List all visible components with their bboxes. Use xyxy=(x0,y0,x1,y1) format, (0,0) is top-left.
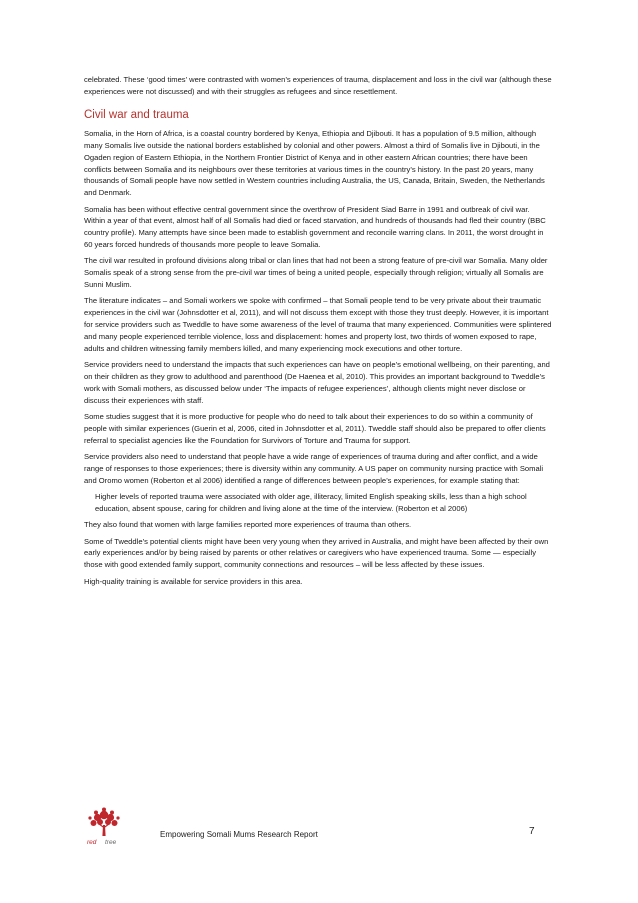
section-heading: Civil war and trauma xyxy=(84,108,189,121)
red-tree-logo-icon xyxy=(84,806,124,846)
page-footer xyxy=(0,806,638,856)
body-paragraph: Some of Tweddle’s potential clients might have been very young when they arrived in Australia, and might have been affected by their own early experiences and/or by being raised by parents or other relatives or caregivers who have experienced trauma. Some — especially those with good extended family support, community connections and resources – will be less affected by these issues. xyxy=(84,536,549,570)
footer-title: Empowering Somali Mums Research Report xyxy=(160,830,318,839)
body-paragraph: High-quality training is available for service providers in this area. xyxy=(84,576,303,586)
body-paragraph: Some studies suggest that it is more productive for people who do need to talk about their experiences to do so within a community of people with similar experiences (Guerin et al, 2006, cited in Johnsdotter et al, 2011). Tweddle staff should also be prepared to offer clients referral to specialist agencies like the Foundation for Survivors of Torture and Trauma for support. xyxy=(84,412,546,446)
svg-text:red: red xyxy=(87,839,97,846)
body-paragraph: They also found that women with large families reported more experiences of trauma than others. xyxy=(84,520,412,530)
body-paragraph: The civil war resulted in profound divisions along tribal or clan lines that had not been a strong feature of pre-civil war Somalia. Many older Somalis speak of a strong sense from the pre-civil war times of being a united people, especially through religion; virtually all Somalis are Sunni Muslim. xyxy=(84,256,548,290)
body-paragraph: Service providers also need to understand that people have a wide range of experiences of trauma during and after conflict, and a wide range of responses to those experiences; there is diversity within any community. A US paper on community nursing practice with Somali and Oromo women (Roberton et al 2006) identified a range of differences between people’s experiences, for example stating that: xyxy=(84,452,544,486)
intro-paragraph: celebrated. These ‘good times’ were contrasted with women’s experiences of trauma, displacement and loss in the civil war (although these experiences were not discussed) and with their struggles as refugees and since resettlement. xyxy=(84,75,552,96)
block-quote: Higher levels of reported trauma were associated with older age, illiteracy, limited English speaking skills, less than a high school education, absent spouse, caring for children and living alone at the time of the interview. (Roberton et al 2006) xyxy=(95,492,527,514)
svg-text:tree: tree xyxy=(105,839,117,846)
body-paragraph: Service providers need to understand the impacts that such experiences can have on people’s emotional wellbeing, on their parenting, and on their children as they grow to adulthood and parenthood (De Haenea et al, 2010). This provides an important background to Tweddle’s work with Somali mothers, as discussed below under ‘The impacts of refugee experiences’, although clients might never disclose or discuss their experiences with staff. xyxy=(84,360,550,406)
page-content xyxy=(84,74,552,592)
page-number: 7 xyxy=(529,826,535,837)
body-paragraph: The literature indicates – and Somali workers we spoke with confirmed – that Somali people tend to be very private about their traumatic experiences in the civil war (Johnsdotter et al, 2011), and will not discuss them except with those they trust deeply. However, it is important for service providers such as Tweddle to have some awareness of the level of trauma that many experienced. Communities were splintered and many people experienced terrible violence, loss and displacement: homes and property lost, two thirds of women exposed to rape, adults and children witnessing family members killed, and many experiencing mock executions and other torture. xyxy=(84,296,552,354)
body-paragraph: Somalia, in the Horn of Africa, is a coastal country bordered by Kenya, Ethiopia and Djibouti. It has a population of 9.5 million, although many Somalis live outside the national borders established by colonial and other powers. Almost a third of Somalis live in Djibouti, in the Ogaden region of Eastern Ethiopia, in the Northern Frontier District of Kenya and in other eastern African countries; there have been conflicts between Somalia and its neighbours over these territories at various times in the country’s history. In the past 20 years, many thousands of Somali people have now settled in Western countries including Australia, the US, Canada, Britain, Sweden, the Netherlands and Denmark. xyxy=(84,128,545,198)
body-paragraph: Somalia has been without effective central government since the overthrow of President Siad Barre in 1991 and outbreak of civil war. Within a year of that event, almost half of all Somalis had died or faced starvation, and hundreds of thousands had fled their country (BBC country profile). Many attempts have since been made to establish government and reconcile warring clans. In 2011, the worst drought in 60 years forced hundreds of thousands more people to leave Somalia. xyxy=(84,204,546,250)
